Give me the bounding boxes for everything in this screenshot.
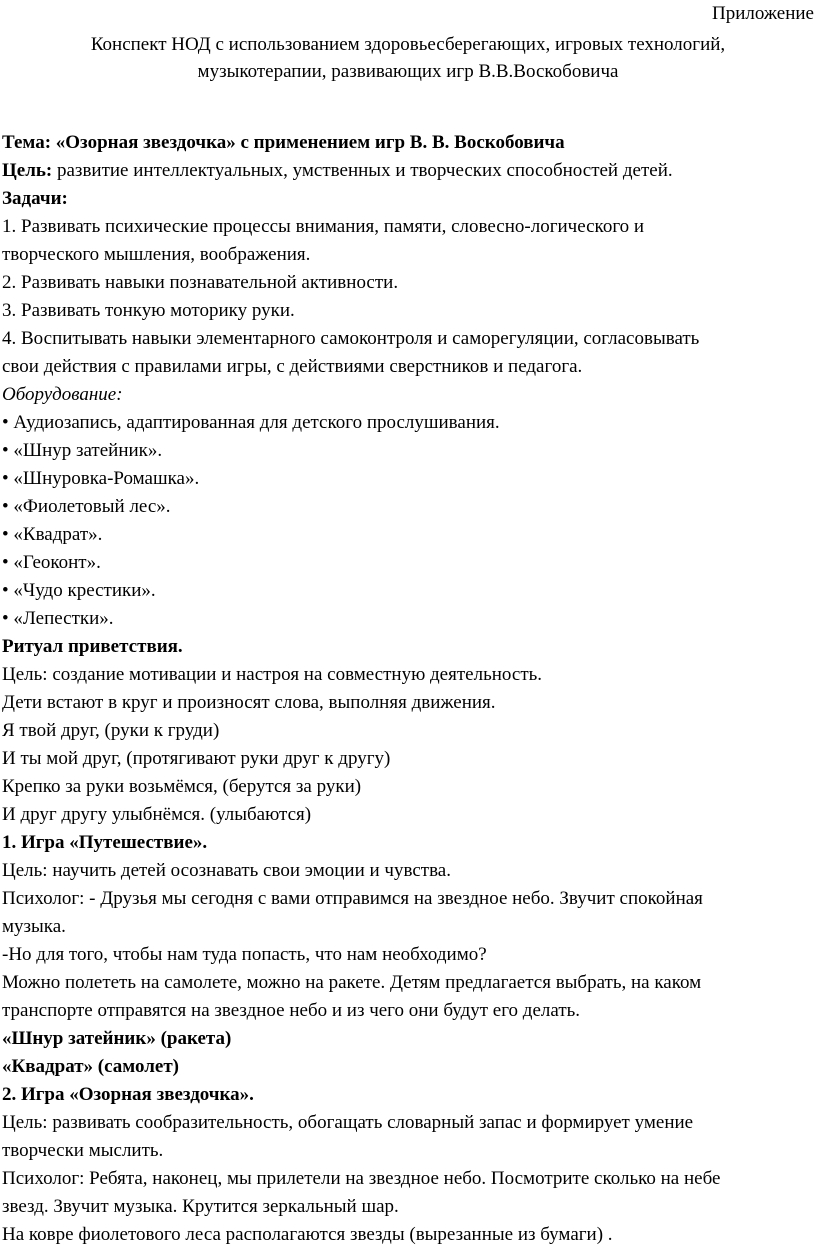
- game1-line: Психолог: - Друзья мы сегодня с вами отправимся на звездное небо. Звучит спокойная: [2, 888, 703, 909]
- goal-label: Цель:: [2, 160, 53, 181]
- equipment-item: • «Квадрат».: [2, 524, 103, 545]
- document-title: [0, 31, 816, 85]
- equipment-item: • «Чудо крестики».: [2, 580, 156, 601]
- game1-bold-line: «Квадрат» (самолет): [2, 1056, 179, 1077]
- game1-heading: 1. Игра «Путешествие».: [2, 832, 208, 853]
- document-body: [2, 129, 814, 1249]
- task-line: 1. Развивать психические процессы внимания, памяти, словесно-логического и: [2, 216, 645, 237]
- greeting-line: И друг другу улыбнёмся. (улыбаются): [2, 804, 312, 825]
- equipment-item: • «Шнуровка-Ромашка».: [2, 468, 200, 489]
- task-line: 2. Развивать навыки познавательной активности.: [2, 272, 399, 293]
- title-line-1: Конспект НОД с использованием здоровьесберегающих, игровых технологий,: [90, 34, 726, 55]
- equipment-heading: Оборудование:: [2, 384, 123, 405]
- game2-line: На ковре фиолетового леса располагаются звезды (вырезанные из бумаги) .: [2, 1224, 613, 1245]
- greeting-heading: Ритуал приветствия.: [2, 636, 183, 657]
- game2-line: творчески мыслить.: [2, 1140, 164, 1161]
- equipment-item: • «Шнур затейник».: [2, 440, 163, 461]
- task-line: творческого мышления, воображения.: [2, 244, 311, 265]
- equipment-item: • «Геоконт».: [2, 552, 101, 573]
- greeting-line: Крепко за руки возьмёмся, (берутся за руки): [2, 776, 362, 797]
- equipment-item: • Аудиозапись, адаптированная для детского прослушивания.: [2, 412, 500, 433]
- greeting-line: Цель: создание мотивации и настроя на совместную деятельность.: [2, 664, 543, 685]
- task-line: 4. Воспитывать навыки элементарного самоконтроля и саморегуляции, согласовывать: [2, 328, 700, 349]
- greeting-line: Дети встают в круг и произносят слова, выполняя движения.: [2, 692, 496, 713]
- game1-line: -Но для того, чтобы нам туда попасть, что нам необходимо?: [2, 944, 487, 965]
- appendix-label: Приложение: [712, 3, 814, 24]
- topic-line: Тема: «Озорная звездочка» с применением игр В. В. Воскобовича: [2, 132, 565, 153]
- game1-line: Можно полететь на самолете, можно на ракете. Детям предлагается выбрать, на каком: [2, 972, 702, 993]
- goal-text: развитие интеллектуальных, умственных и творческих способностей детей.: [52, 160, 673, 181]
- title-line-2: музыкотерапии, развивающих игр В.В.Воскобовича: [197, 61, 619, 82]
- game2-line: Психолог: Ребята, наконец, мы прилетели на звездное небо. Посмотрите сколько на небе: [2, 1168, 721, 1189]
- game1-line: музыка.: [2, 916, 66, 937]
- goal-line: [2, 157, 814, 185]
- equipment-item: • «Лепестки».: [2, 608, 114, 629]
- game2-line: звезд. Звучит музыка. Крутится зеркальный шар.: [2, 1196, 399, 1217]
- greeting-line: Я твой друг, (руки к груди): [2, 720, 220, 741]
- task-line: 3. Развивать тонкую моторику руки.: [2, 300, 295, 321]
- greeting-line: И ты мой друг, (протягивают руки друг к другу): [2, 748, 391, 769]
- game2-heading: 2. Игра «Озорная звездочка».: [2, 1084, 254, 1105]
- game1-bold-line: «Шнур затейник» (ракета): [2, 1028, 232, 1049]
- equipment-item: • «Фиолетовый лес».: [2, 496, 171, 517]
- game1-line: Цель: научить детей осознавать свои эмоции и чувства.: [2, 860, 451, 881]
- tasks-heading: Задачи:: [2, 188, 68, 209]
- game2-line: Цель: развивать сообразительность, обогащать словарный запас и формирует умение: [2, 1112, 694, 1133]
- game1-line: транспорте отправятся на звездное небо и из чего они будут его делать.: [2, 1000, 581, 1021]
- task-line: свои действия с правилами игры, с действиями сверстников и педагога.: [2, 356, 583, 377]
